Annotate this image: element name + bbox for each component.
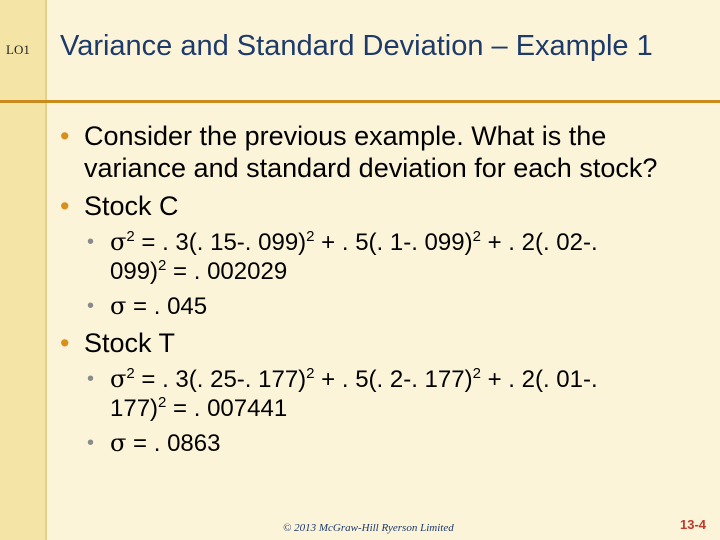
bullet-icon: • bbox=[60, 328, 70, 358]
exponent: 2 bbox=[126, 228, 135, 245]
exponent: 2 bbox=[306, 228, 315, 245]
page-number: 13-4 bbox=[680, 517, 707, 532]
formula-text: = . 007441 bbox=[166, 395, 288, 422]
formula-text: = . 045 bbox=[126, 293, 208, 320]
stock-c-label: Stock C bbox=[84, 191, 179, 221]
formula-text: + . 5(. 2-. 177) bbox=[314, 366, 473, 393]
formula-text: + . 5(. 1-. 099) bbox=[314, 229, 473, 256]
sub-bullet-icon: • bbox=[87, 231, 95, 253]
bullet-stock-c bbox=[60, 190, 660, 222]
sub-bullet-icon: • bbox=[87, 295, 95, 317]
exponent: 2 bbox=[158, 257, 167, 274]
bullet-intro-text: Consider the previous example. What is the variance and standard deviation for each stock? bbox=[84, 121, 658, 183]
formula-text: = . 0863 bbox=[126, 430, 221, 457]
stock-t-variance bbox=[87, 365, 660, 423]
title-divider bbox=[0, 100, 720, 103]
slide-title: Variance and Standard Deviation – Example 1 bbox=[60, 30, 653, 62]
sub-bullet-icon: • bbox=[87, 432, 95, 454]
formula-text: = . 3(. 15-. 099) bbox=[134, 229, 307, 256]
formula-text: = . 3(. 25-. 177) bbox=[134, 366, 307, 393]
exponent: 2 bbox=[472, 365, 481, 382]
bullet-icon: • bbox=[60, 191, 70, 221]
copyright-footer: © 2013 McGraw-Hill Ryerson Limited bbox=[283, 522, 454, 534]
stock-t-std-dev bbox=[87, 429, 660, 458]
stock-c-std-dev bbox=[87, 292, 660, 321]
exponent: 2 bbox=[158, 394, 167, 411]
sigma-symbol: σ bbox=[110, 292, 127, 320]
left-margin-rule bbox=[45, 0, 47, 540]
sigma-symbol: σ bbox=[110, 228, 127, 256]
formula-text: + . 2(. 02-. 099) bbox=[110, 229, 598, 285]
sub-bullet-icon: • bbox=[87, 368, 95, 390]
learning-objective-label: LO1 bbox=[6, 42, 30, 57]
left-margin-band bbox=[0, 0, 45, 540]
stock-t-label: Stock T bbox=[84, 328, 176, 358]
bullet-icon: • bbox=[60, 121, 70, 151]
bullet-stock-t bbox=[60, 327, 660, 359]
exponent: 2 bbox=[472, 228, 481, 245]
formula-text: + . 2(. 01-. 177) bbox=[110, 366, 598, 422]
formula-text: = . 002029 bbox=[166, 258, 288, 285]
exponent: 2 bbox=[306, 365, 315, 382]
sigma-symbol: σ bbox=[110, 429, 127, 457]
sigma-symbol: σ bbox=[110, 365, 127, 393]
slide-body bbox=[60, 120, 660, 464]
exponent: 2 bbox=[126, 365, 135, 382]
bullet-intro bbox=[60, 120, 660, 184]
stock-c-variance bbox=[87, 228, 660, 286]
